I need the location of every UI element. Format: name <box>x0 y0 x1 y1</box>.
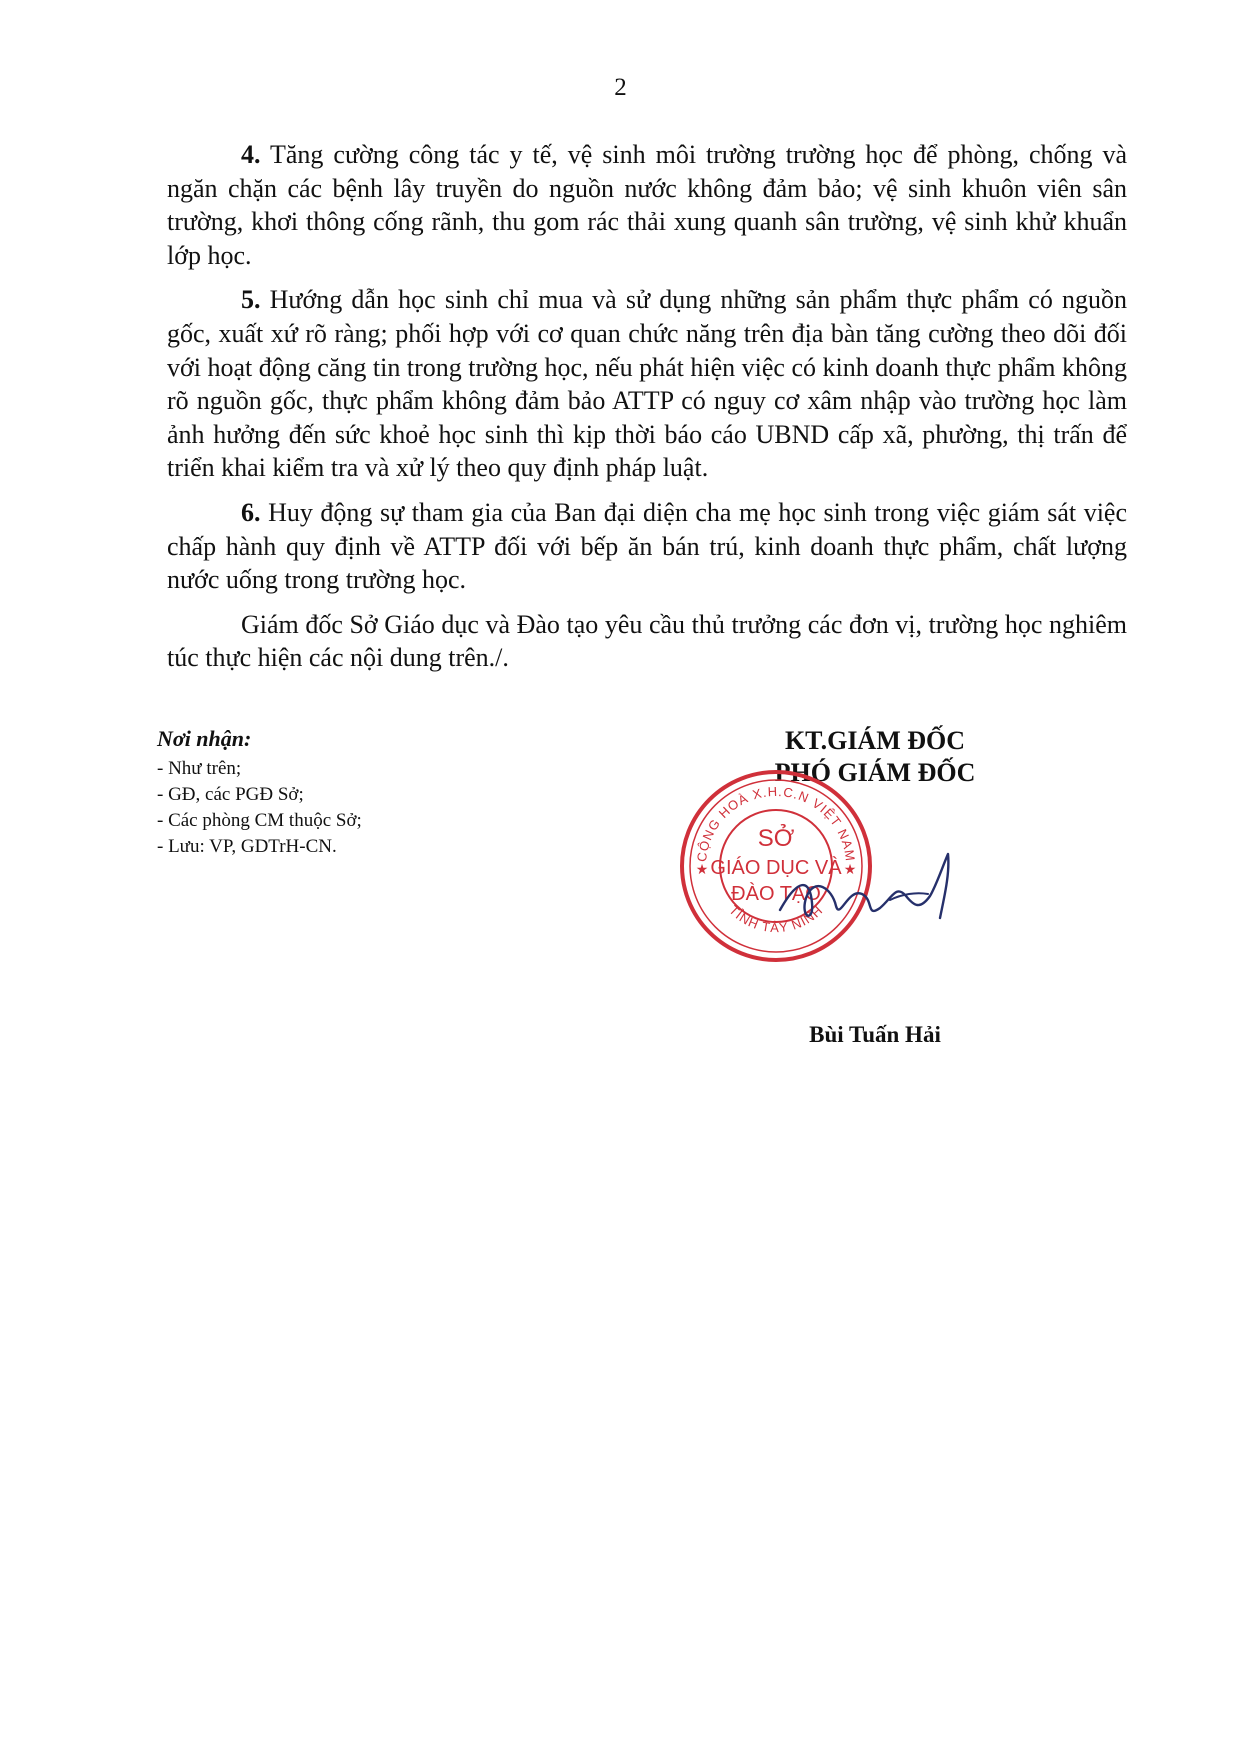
recipient-item: - Các phòng CM thuộc Sở; <box>157 810 362 831</box>
recipients-title: Nơi nhận: <box>157 726 252 751</box>
seal-line3: ĐÀO TẠO <box>731 883 821 905</box>
handwritten-signature-icon <box>770 848 970 938</box>
page-number: 2 <box>614 74 627 101</box>
seal-star-icon: ★ <box>695 863 709 878</box>
paragraph-4 <box>167 138 1127 272</box>
seal-line2: GIÁO DỤC VÀ <box>710 857 842 879</box>
recipient-item: - Như trên; <box>157 758 242 779</box>
recipients-list <box>157 756 577 860</box>
paragraph-5 <box>167 283 1127 485</box>
signer-name: Bùi Tuấn Hải <box>809 1022 941 1047</box>
seal-star-icon: ★ <box>843 863 857 878</box>
recipient-item: - GĐ, các PGĐ Sở; <box>157 784 304 805</box>
paragraph-text: Hướng dẫn học sinh chỉ mua và sử dụng những sản phẩm thực phẩm có nguồn gốc, xuất xứ rõ ràng; phối hợp với cơ quan chức năng trên địa bàn tăng cường theo dõi đối với hoạt động căng tin trong trường học, nếu phát hiện việc có kinh doanh thực phẩm không rõ nguồn gốc, thực phẩm không đảm bảo ATTP có nguy cơ xâm nhập vào trường học làm ảnh hưởng đến sức khoẻ học sinh thì kịp thời báo cáo UBND cấp xã, phường, thị trấn để triển khai kiểm tra và xử lý theo quy định pháp luật. <box>167 285 1127 483</box>
paragraph-6 <box>167 496 1127 597</box>
closing-paragraph: Giám đốc Sở Giáo dục và Đào tạo yêu cầu thủ trưởng các đơn vị, trường học nghiêm túc thực hiện các nội dung trên./. <box>167 609 1127 673</box>
seal-bottom-text: TỈNH TÂY NINH <box>726 902 826 936</box>
paragraph-number: 4. <box>241 140 261 169</box>
paragraph-number: 5. <box>241 285 261 315</box>
paragraph-number: 6. <box>241 497 261 527</box>
recipients-block <box>157 726 577 860</box>
seal-outer-text: CỘNG HOÀ X.H.C.N VIỆT NAM <box>694 783 859 863</box>
paragraph-text: Huy động sự tham gia của Ban đại diện cha mẹ học sinh trong việc giám sát việc chấp hành quy định về ATTP đối với bếp ăn bán trú, kinh doanh thực phẩm, chất lượng nước uống trong trường học. <box>167 497 1127 595</box>
signature-title-line1: KT.GIÁM ĐỐC <box>784 726 966 755</box>
document-body <box>167 138 1127 686</box>
recipient-item: - Lưu: VP, GDTrH-CN. <box>157 836 337 857</box>
seal-line1: SỞ <box>757 825 795 852</box>
signature-title-line2: PHÓ GIÁM ĐỐC <box>774 758 976 787</box>
paragraph-text: Tăng cường công tác y tế, vệ sinh môi trường trường học để phòng, chống và ngăn chặn các bệnh lây truyền do nguồn nước không đảm bảo; vệ sinh khuôn viên sân trường, khơi thông cống rãnh, thu gom rác thải xung quanh sân trường, vệ sinh khử khuẩn lớp học. <box>167 140 1127 270</box>
